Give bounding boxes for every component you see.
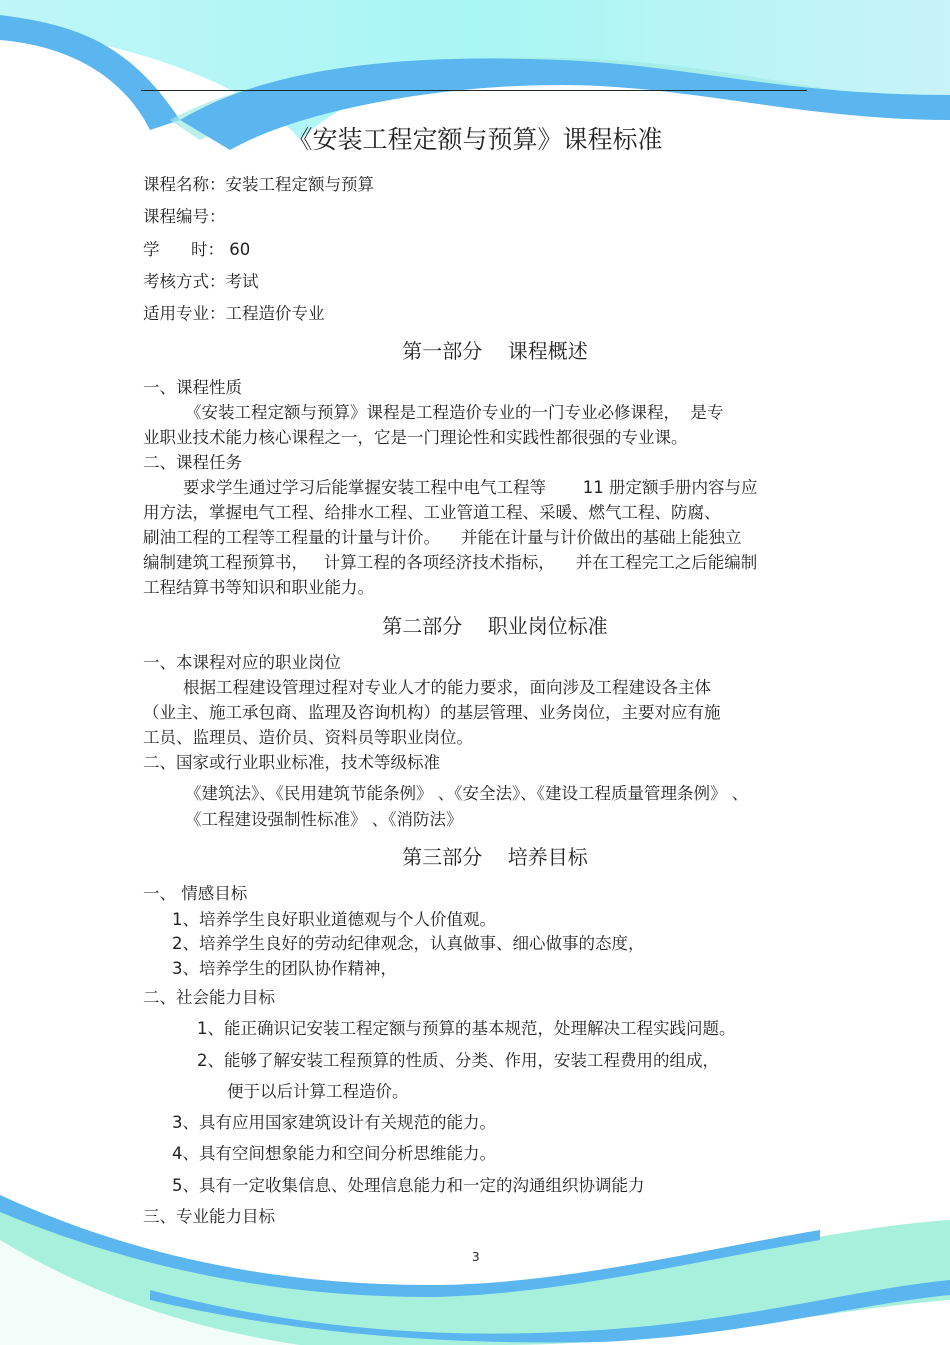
subheading: 一、本课程对应的职业岗位 bbox=[143, 653, 341, 672]
document-title: 《安装工程定额与预算》课程标准 bbox=[287, 125, 663, 154]
course-name: 课程名称：安装工程定额与预算 bbox=[143, 175, 374, 194]
list-item: 5、具有一定收集信息、处理信息能力和一定的沟通组织协调能力 bbox=[172, 1176, 645, 1195]
list-item-continuation: 便于以后计算工程造价。 bbox=[227, 1082, 409, 1101]
applicable-major: 适用专业：工程造价专业 bbox=[143, 304, 325, 323]
page-number: 3 bbox=[472, 1250, 480, 1264]
list-item: 2、能够了解安装工程预算的性质、分类、作用，安装工程费用的组成， bbox=[197, 1051, 719, 1070]
course-hours: 学 时： 60 bbox=[143, 240, 251, 259]
subheading: 二、国家或行业职业标准，技术等级标准 bbox=[143, 753, 440, 772]
course-code: 课程编号： bbox=[143, 207, 226, 226]
header-rule bbox=[141, 90, 807, 91]
paragraph-line: 编制建筑工程预算书， 计算工程的各项经济技术指标， 并在工程完工之后能编制 bbox=[143, 553, 758, 572]
paragraph-line: 用方法，掌握电气工程、给排水工程、工业管道工程、采暖、燃气工程、防腐、 bbox=[143, 503, 721, 522]
section-heading: 第二部分 职业岗位标准 bbox=[382, 614, 608, 638]
paragraph-line: 根据工程建设管理过程对专业人才的能力要求，面向涉及工程建设各主体 bbox=[183, 678, 711, 697]
list-item: 1、培养学生良好职业道德观与个人价值观。 bbox=[172, 910, 496, 929]
subheading: 一、课程性质 bbox=[143, 378, 242, 397]
paragraph-line: 要求学生通过学习后能掌握安装工程中电气工程等 11 册定额手册内容与应 bbox=[183, 478, 758, 497]
paragraph-line: 《安装工程定额与预算》课程是工程造价专业的一门专业必修课程， 是专 bbox=[185, 403, 724, 422]
list-item: 1、能正确识记安装工程定额与预算的基本规范，处理解决工程实践问题。 bbox=[197, 1019, 736, 1038]
paragraph-line: 《工程建设强制性标准》 、《消防法》 bbox=[185, 810, 463, 829]
list-item: 3、具有应用国家建筑设计有关规范的能力。 bbox=[172, 1113, 496, 1132]
section-heading: 第一部分 课程概述 bbox=[402, 339, 588, 363]
paragraph-line: 工程结算书等知识和职业能力。 bbox=[143, 578, 374, 597]
list-item: 4、具有空间想象能力和空间分析思维能力。 bbox=[172, 1144, 496, 1163]
paragraph-line: 《建筑法》、《民用建筑节能条例》 、《安全法》、《建设工程质量管理条例》 、 bbox=[185, 784, 749, 803]
list-item: 3、培养学生的团队协作精神， bbox=[172, 959, 397, 978]
section-heading: 第三部分 培养目标 bbox=[402, 845, 588, 869]
paragraph-line: 业职业技术能力核心课程之一，它是一门理论性和实践性都很强的专业课。 bbox=[143, 428, 688, 447]
assessment-method: 考核方式：考试 bbox=[143, 272, 259, 291]
paragraph-line: （业主、施工承包商、监理及咨询机构）的基层管理、业务岗位，主要对应有施 bbox=[143, 703, 721, 722]
paragraph-line: 刷油工程的工程等工程量的计量与计价。 并能在计量与计价做出的基础上能独立 bbox=[143, 528, 742, 547]
list-item: 2、培养学生良好的劳动纪律观念，认真做事、细心做事的态度， bbox=[172, 934, 645, 953]
subheading: 一、 情感目标 bbox=[143, 884, 248, 903]
subheading: 二、课程任务 bbox=[143, 453, 242, 472]
paragraph-line: 工员、监理员、造价员、资料员等职业岗位。 bbox=[143, 728, 473, 747]
subheading: 二、社会能力目标 bbox=[143, 988, 275, 1007]
subheading: 三、专业能力目标 bbox=[143, 1207, 275, 1226]
